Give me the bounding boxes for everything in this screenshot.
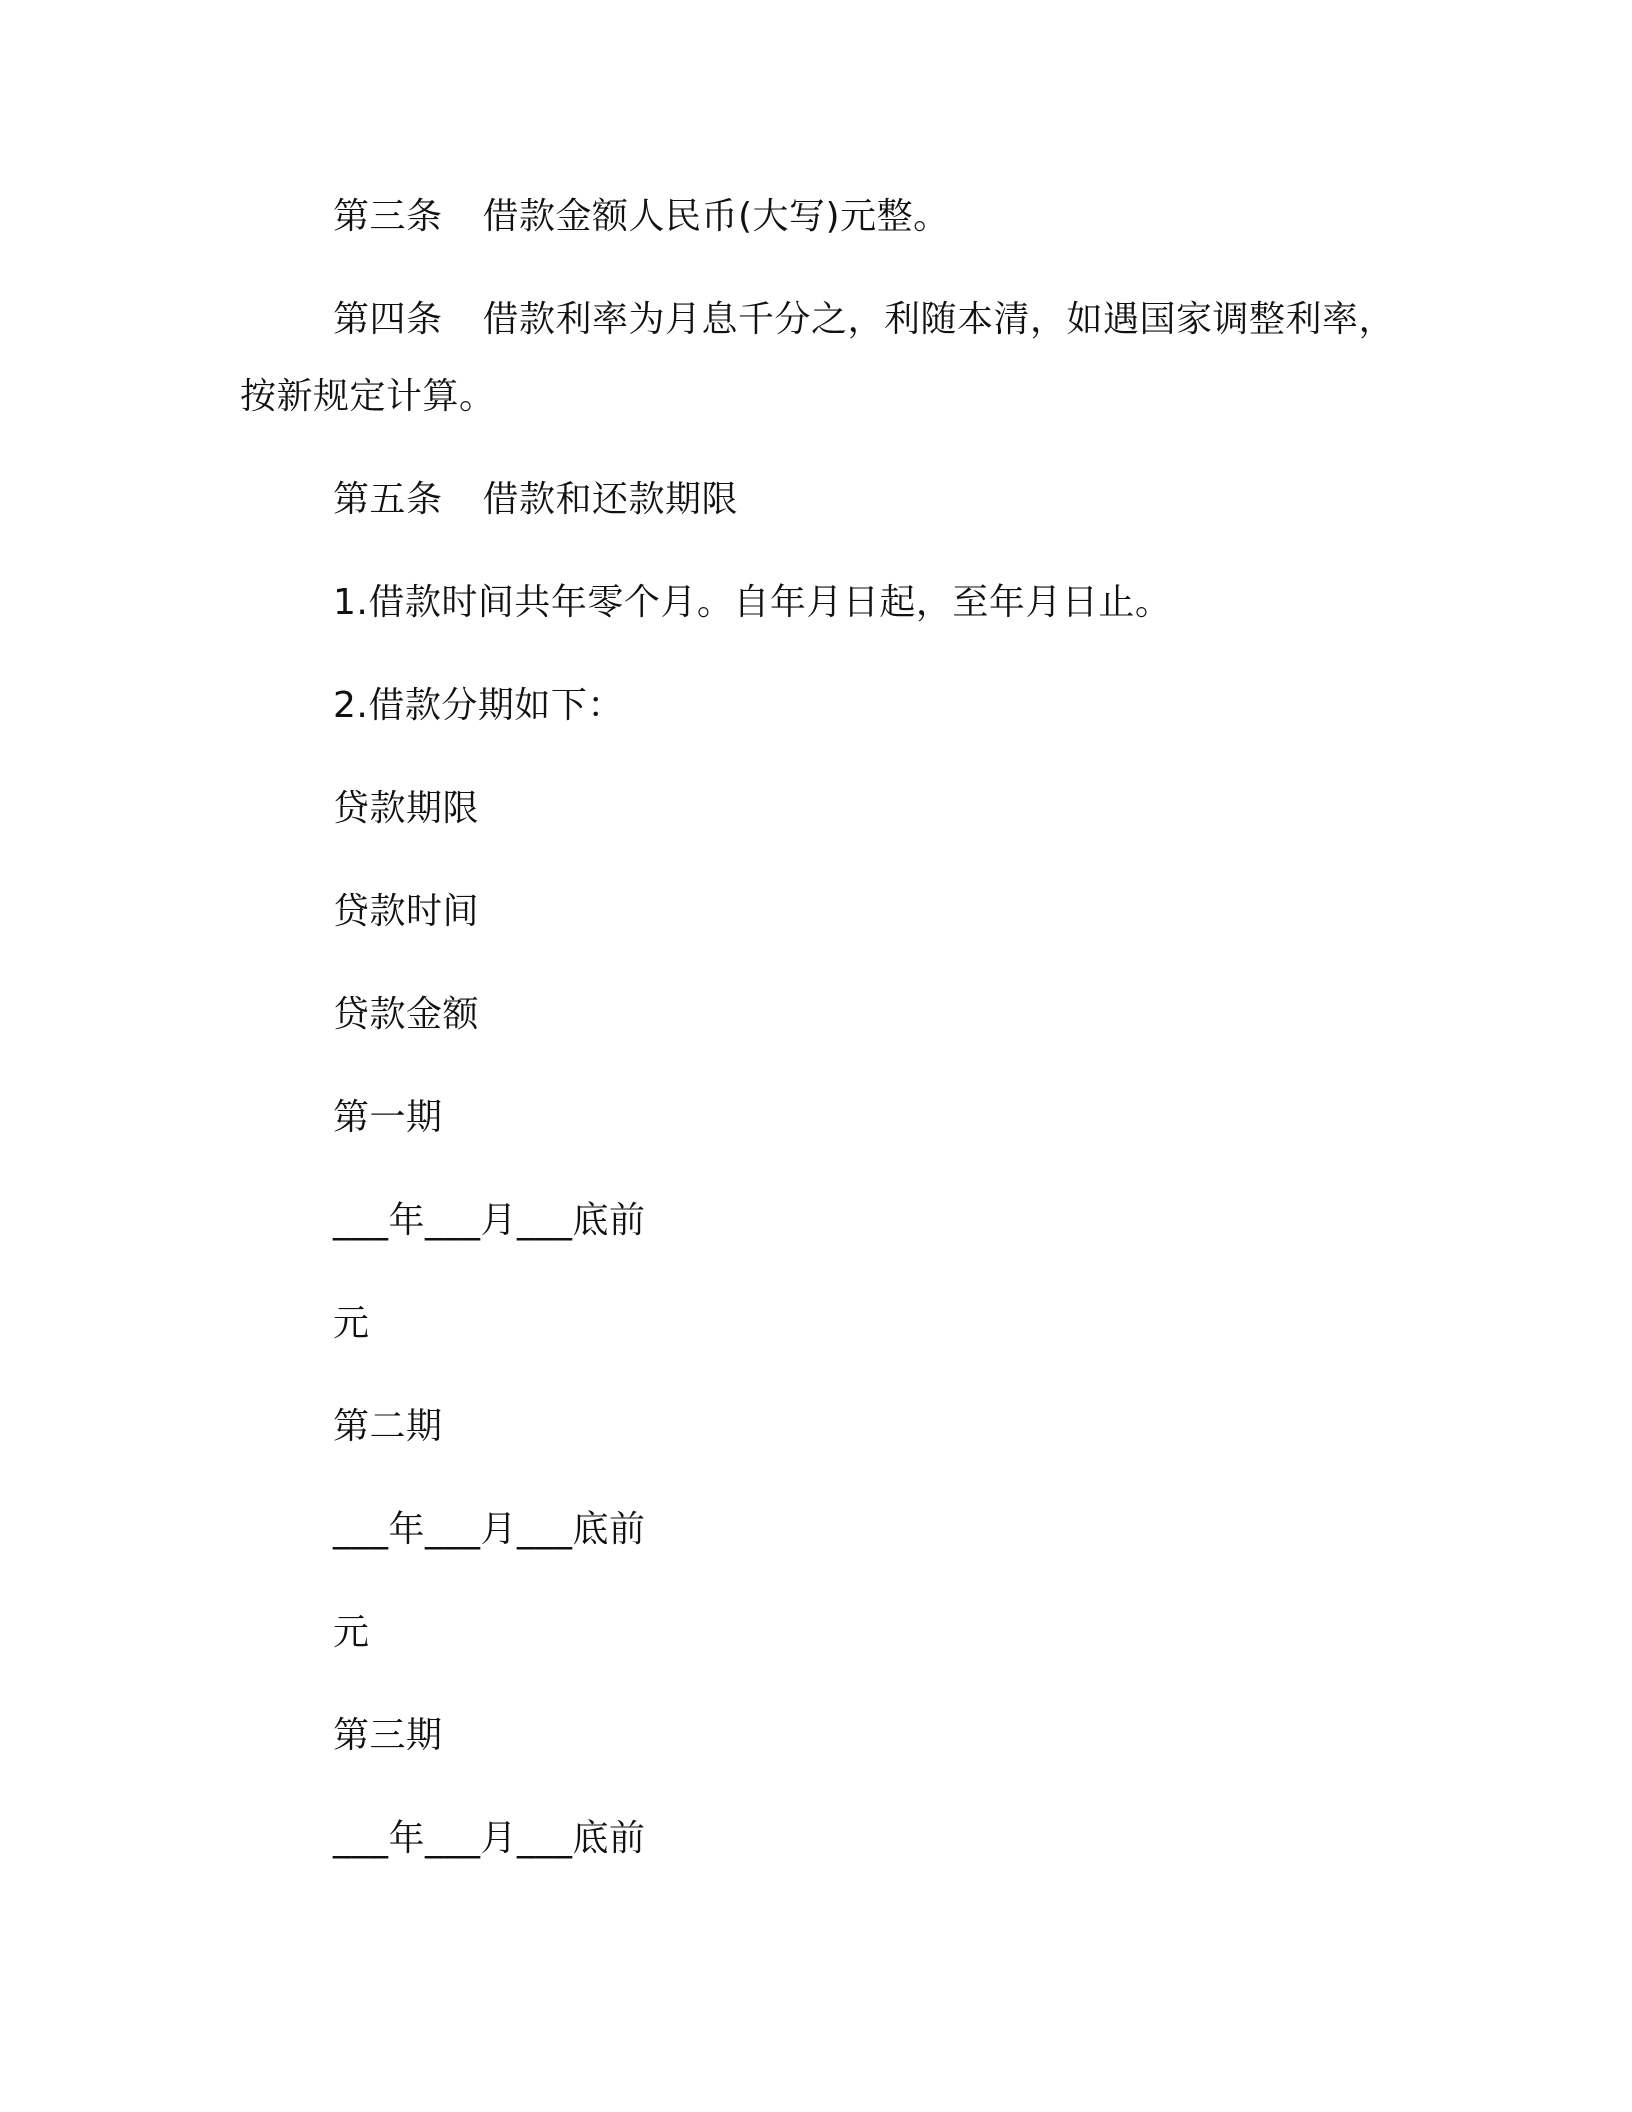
article-3 <box>333 195 950 239</box>
article-5 <box>333 478 738 522</box>
article-4-text-line2: 按新规定计算。 <box>240 376 496 417</box>
item-2: 2.借款分期如下： <box>333 685 624 726</box>
article-5-text: 借款和还款期限 <box>482 479 739 520</box>
installment-2-date: ___年___月___底前 <box>333 1509 646 1550</box>
installment-2-amount: 元 <box>333 1612 370 1653</box>
article-5-heading: 第五条 <box>333 479 443 520</box>
installment-1-amount: 元 <box>333 1303 370 1344</box>
installment-1-period: 第一期 <box>333 1097 443 1138</box>
article-3-text: 借款金额人民币(大写)元整。 <box>482 196 950 237</box>
table-header-amount: 贷款金额 <box>333 994 480 1035</box>
installment-1-date: ___年___月___底前 <box>333 1200 646 1241</box>
article-4-text-line1: 借款利率为月息千分之，利随本清，如遇国家调整利率， <box>482 299 1396 340</box>
article-4-heading: 第四条 <box>333 299 443 340</box>
item-1: 1.借款时间共年零个月。自年月日起，至年月日止。 <box>333 582 1172 623</box>
installment-3-period: 第三期 <box>333 1715 443 1756</box>
table-header-term: 贷款期限 <box>333 788 480 829</box>
installment-2-period: 第二期 <box>333 1406 443 1447</box>
installment-3-date: ___年___月___底前 <box>333 1818 646 1859</box>
article-3-heading: 第三条 <box>333 196 443 237</box>
table-header-time: 贷款时间 <box>333 891 480 932</box>
article-4 <box>333 298 1395 342</box>
